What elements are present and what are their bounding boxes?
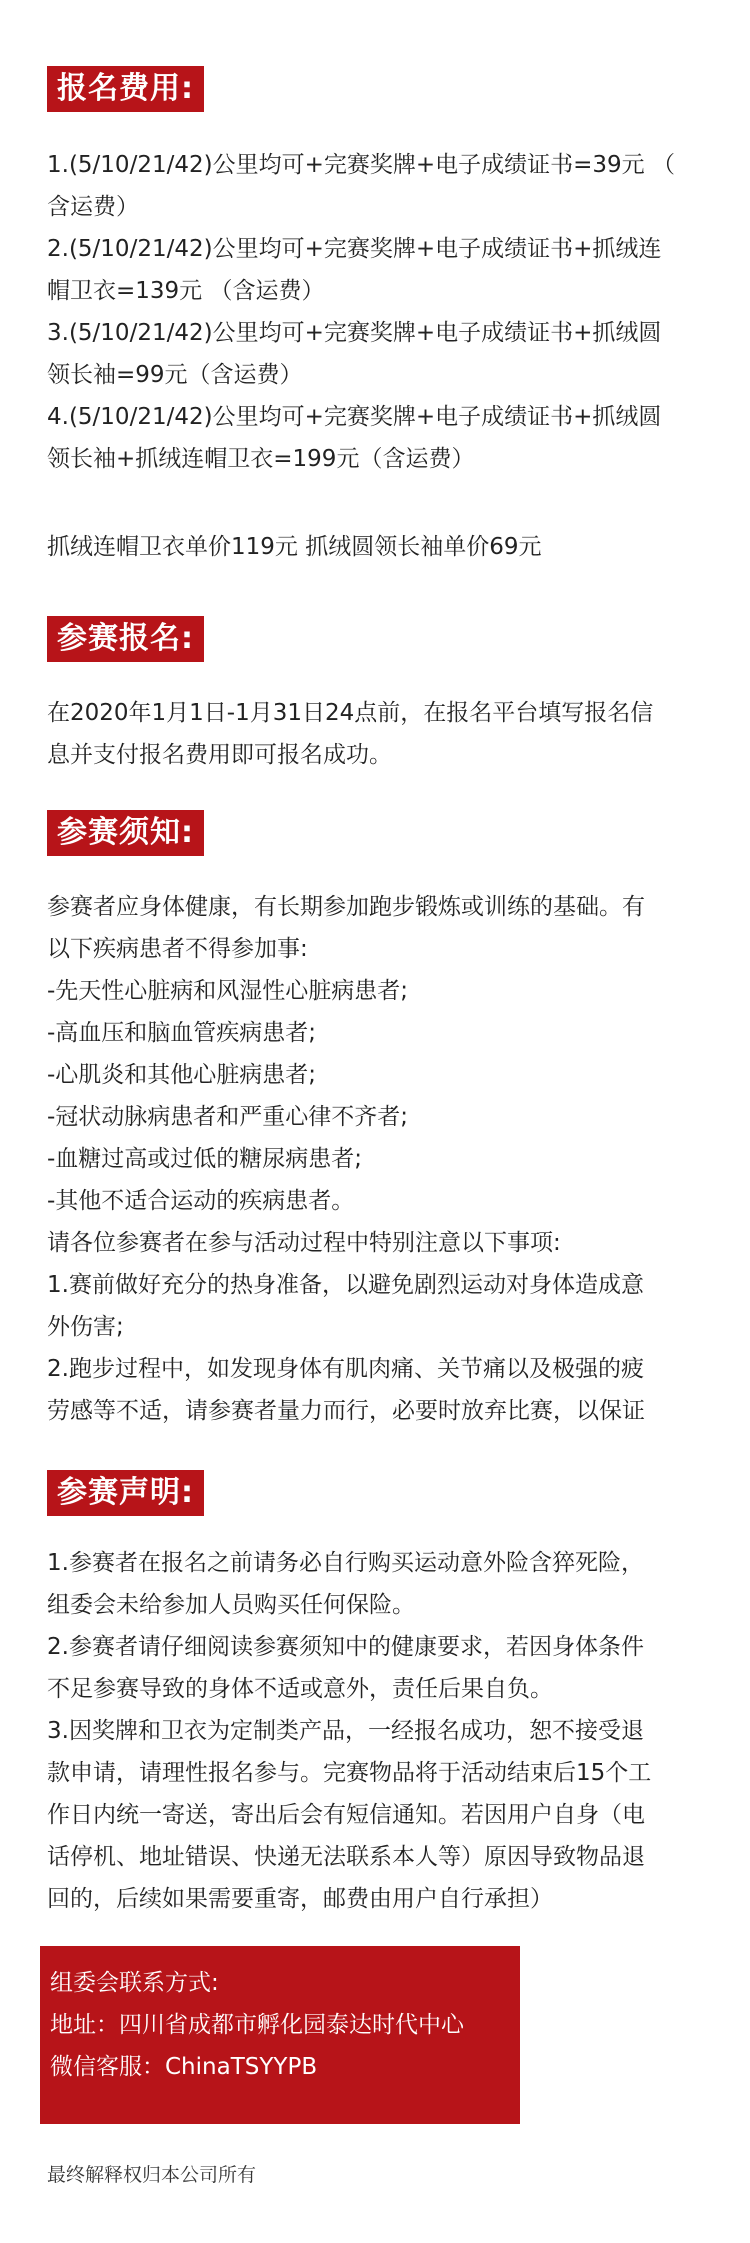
statement-line: 2.参赛者请仔细阅读参赛须知中的健康要求，若因身体条件	[47, 1634, 644, 1660]
notice-section-title: 参赛须知:	[47, 810, 204, 856]
registration-text	[47, 692, 703, 776]
footer-note: 最终解释权归本公司所有	[47, 2164, 257, 2186]
statement-line: 话停机、地址错误、快递无法联系本人等）原因导致物品退	[47, 1844, 645, 1870]
notice-line: 劳感等不适，请参赛者量力而行，必要时放弃比赛，以保证	[47, 1398, 645, 1424]
notice-line: 请各位参赛者在参与活动过程中特别注意以下事项:	[47, 1230, 561, 1256]
contact-heading: 组委会联系方式:	[50, 1970, 219, 1996]
notice-line: 1.赛前做好充分的热身准备，以避免剧烈运动对身体造成意	[47, 1272, 644, 1298]
fees-line: 4.(5/10/21/42)公里均可+完赛奖牌+电子成绩证书+抓绒圆	[47, 404, 662, 430]
statement-text	[47, 1542, 703, 1920]
notice-line: -高血压和脑血管疾病患者;	[47, 1020, 317, 1046]
notice-line: 以下疾病患者不得参加事:	[47, 936, 308, 962]
notice-line: -先天性心脏病和风湿性心脏病患者;	[47, 978, 409, 1004]
fees-line: 帽卫衣=139元 （含运费）	[47, 278, 325, 304]
unit-prices	[47, 526, 703, 568]
registration-line: 息并支付报名费用即可报名成功。	[47, 742, 392, 768]
notice-line: 2.跑步过程中，如发现身体有肌肉痛、关节痛以及极强的疲	[47, 1356, 644, 1382]
notice-line: -冠状动脉病患者和严重心律不齐者;	[47, 1104, 409, 1130]
fees-list	[47, 144, 703, 480]
fees-line: 1.(5/10/21/42)公里均可+完赛奖牌+电子成绩证书=39元 （	[47, 152, 675, 178]
registration-section-title: 参赛报名:	[47, 616, 204, 662]
fees-line: 3.(5/10/21/42)公里均可+完赛奖牌+电子成绩证书+抓绒圆	[47, 320, 662, 346]
fees-line: 领长袖+抓绒连帽卫衣=199元（含运费）	[47, 446, 475, 472]
statement-line: 回的，后续如果需要重寄，邮费由用户自行承担）	[47, 1886, 553, 1912]
statement-line: 款申请，请理性报名参与。完赛物品将于活动结束后15个工	[47, 1760, 652, 1786]
contact-box	[40, 1946, 520, 2124]
fees-section-title: 报名费用:	[47, 66, 204, 112]
fees-line: 2.(5/10/21/42)公里均可+完赛奖牌+电子成绩证书+抓绒连	[47, 236, 662, 262]
contact-wechat: 微信客服：ChinaTSYYPB	[50, 2054, 318, 2080]
notice-line: -血糖过高或过低的糖尿病患者;	[47, 1146, 363, 1172]
contact-address: 地址：四川省成都市孵化园泰达时代中心	[50, 2012, 464, 2038]
notice-line: 外伤害;	[47, 1314, 124, 1340]
notice-text	[47, 886, 703, 1432]
notice-line: -心肌炎和其他心脏病患者;	[47, 1062, 317, 1088]
statement-line: 作日内统一寄送，寄出后会有短信通知。若因用户自身（电	[47, 1802, 645, 1828]
statement-line: 1.参赛者在报名之前请务必自行购买运动意外险含猝死险，	[47, 1550, 644, 1576]
unit-prices-line: 抓绒连帽卫衣单价119元 抓绒圆领长袖单价69元	[47, 534, 542, 560]
registration-line: 在2020年1月1日-1月31日24点前，在报名平台填写报名信	[47, 700, 654, 726]
statement-line: 3.因奖牌和卫衣为定制类产品，一经报名成功，恕不接受退	[47, 1718, 644, 1744]
notice-line: 参赛者应身体健康，有长期参加跑步锻炼或训练的基础。有	[47, 894, 645, 920]
fees-line: 含运费）	[47, 194, 139, 220]
notice-line: -其他不适合运动的疾病患者。	[47, 1188, 355, 1214]
statement-line: 组委会未给参加人员购买任何保险。	[47, 1592, 415, 1618]
statement-section-title: 参赛声明:	[47, 1470, 204, 1516]
statement-line: 不足参赛导致的身体不适或意外，责任后果自负。	[47, 1676, 553, 1702]
fees-line: 领长袖=99元（含运费）	[47, 362, 303, 388]
